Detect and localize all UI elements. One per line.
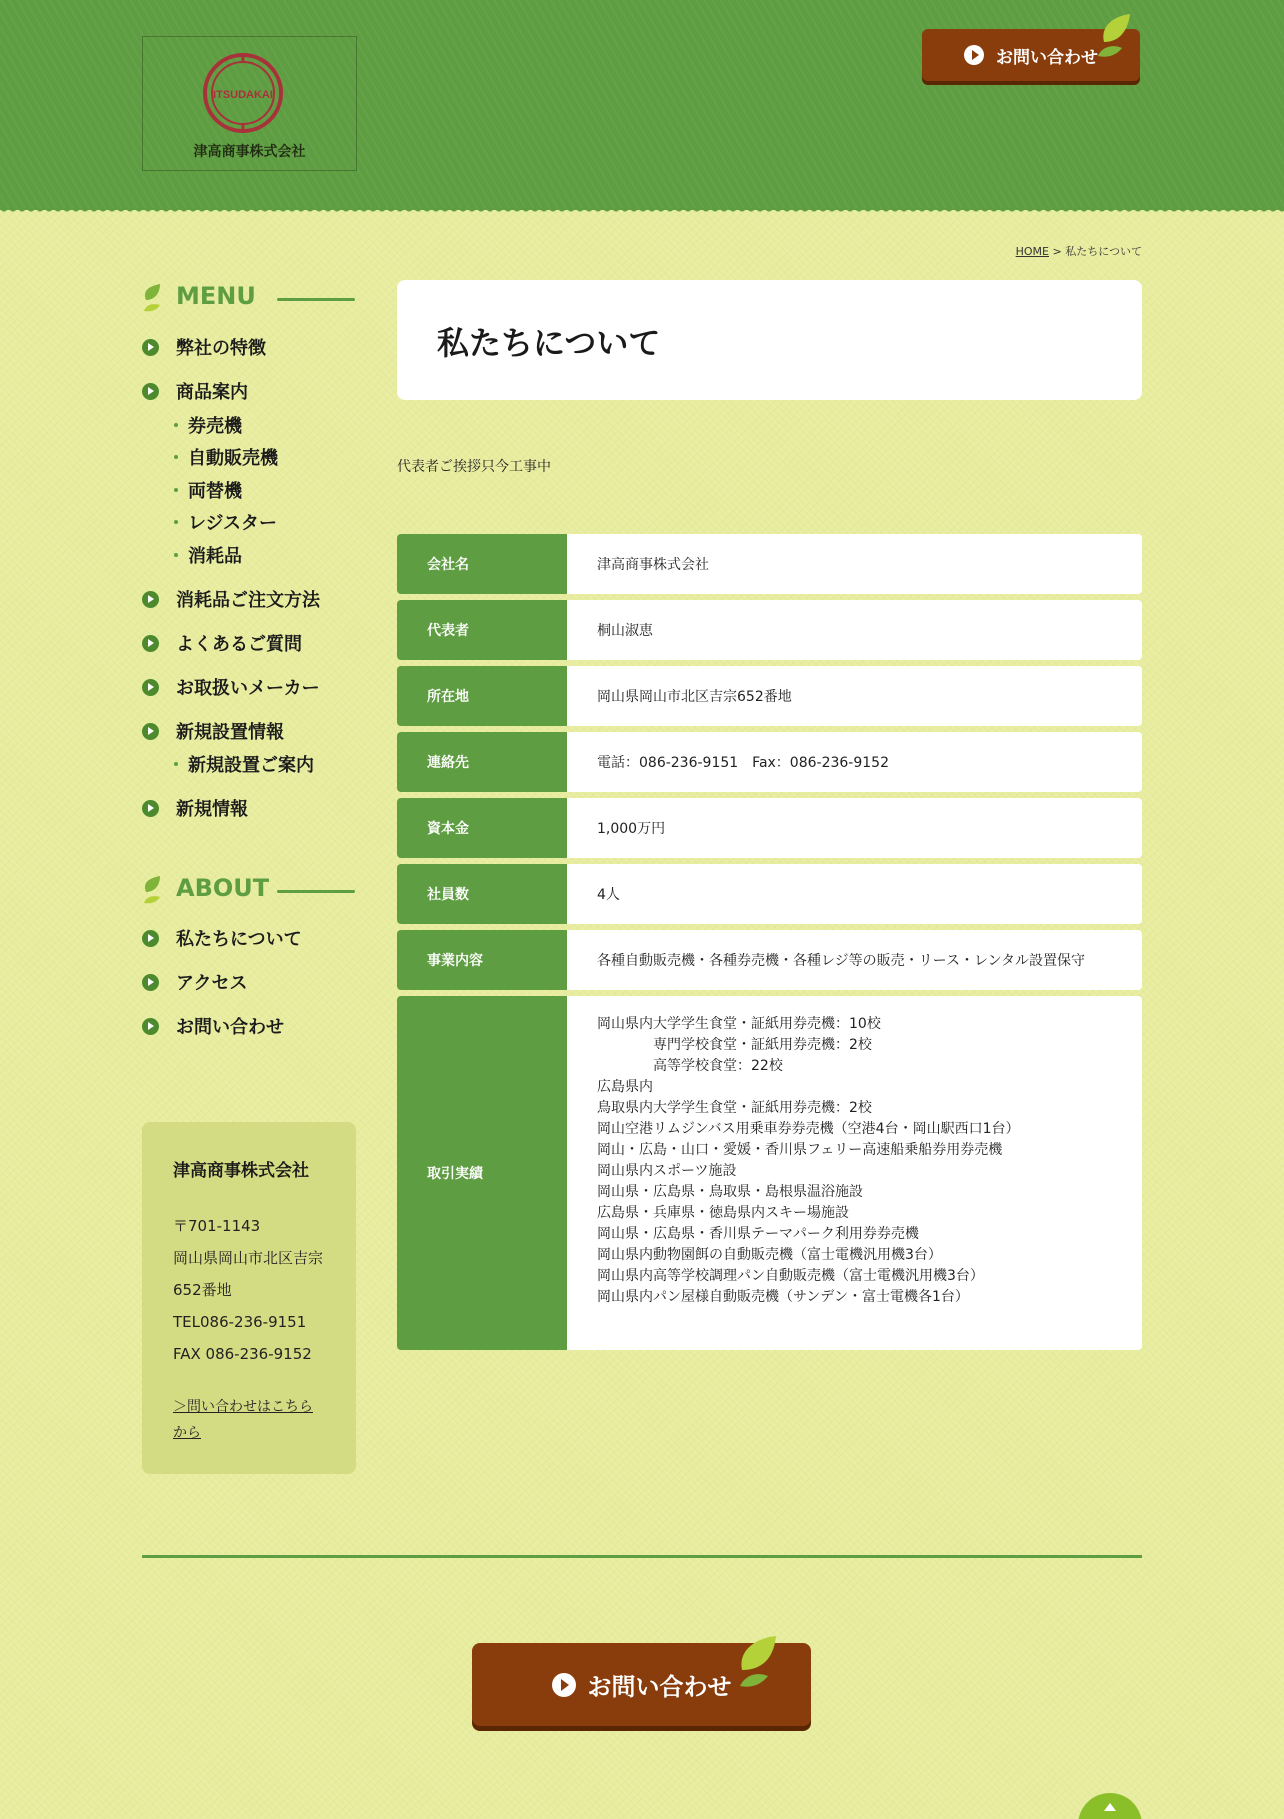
site-logo[interactable] bbox=[142, 36, 357, 171]
play-circle-icon bbox=[142, 679, 159, 696]
intro-text: 代表者ご挨拶只今工事中 bbox=[397, 459, 551, 475]
row-value: 電話：086‐236‐9151 Fax：086‐236‐9152 bbox=[567, 732, 1142, 792]
info-fax: FAX 086-236‐9152 bbox=[173, 1345, 312, 1363]
table-row bbox=[397, 600, 1142, 660]
page-title-card bbox=[397, 280, 1142, 400]
dot-icon bbox=[174, 423, 178, 427]
breadcrumb-current: 私たちについて bbox=[1065, 245, 1142, 258]
breadcrumb bbox=[1000, 243, 1142, 259]
dot-icon bbox=[174, 520, 178, 524]
logo-company-name: 津高商事株式会社 bbox=[193, 144, 306, 160]
row-label: 代表者 bbox=[397, 600, 567, 660]
table-row bbox=[397, 798, 1142, 858]
play-circle-icon bbox=[142, 723, 159, 740]
page-top-button[interactable] bbox=[1078, 1793, 1142, 1819]
record-item: 岡山県・広島県・鳥取県・島根県温浴施設 bbox=[597, 1184, 863, 1200]
play-circle-icon bbox=[142, 800, 159, 817]
sidebar-item-contact[interactable]: お問い合わせ bbox=[142, 1013, 284, 1039]
record-item: 岡山県内パン屋様自動販売機（サンデン・富士電機各1台） bbox=[597, 1289, 969, 1305]
play-circle-icon bbox=[142, 383, 159, 400]
footer-contact-label: お問い合わせ bbox=[587, 1673, 732, 1701]
breadcrumb-home-link[interactable]: HOME bbox=[1015, 245, 1049, 258]
record-item: 岡山空港リムジンバス用乗車券券売機（空港4台・岡山駅西口1台） bbox=[597, 1121, 1020, 1137]
record-item: 広島県・兵庫県・徳島県内スキー場施設 bbox=[597, 1205, 849, 1221]
row-value: 津高商事株式会社 bbox=[567, 534, 1142, 594]
header-contact-label: お問い合わせ bbox=[996, 47, 1098, 68]
table-row bbox=[397, 930, 1142, 990]
info-contact-link[interactable]: ＞問い合わせはこちらから bbox=[173, 1399, 313, 1441]
leaf-icon bbox=[1096, 12, 1132, 58]
sidebar-item-features[interactable]: 弊社の特徴 bbox=[142, 334, 266, 360]
svg-text:ITSUDAKAI: ITSUDAKAI bbox=[213, 89, 273, 101]
row-value: 桐山淑恵 bbox=[567, 600, 1142, 660]
record-item: 広島県内 bbox=[597, 1079, 653, 1095]
heading-rule bbox=[277, 298, 355, 301]
record-item: 岡山県・広島県・香川県テーマパーク利用券券売機 bbox=[597, 1226, 919, 1242]
company-seal-icon bbox=[201, 51, 285, 135]
leaf-icon bbox=[142, 876, 162, 904]
sidebar-item-access[interactable]: アクセス bbox=[142, 969, 247, 995]
sidebar-item-order-method[interactable]: 消耗品ご注文方法 bbox=[142, 586, 320, 612]
sidebar-item-about-us[interactable]: 私たちについて bbox=[142, 925, 302, 951]
row-label: 連絡先 bbox=[397, 732, 567, 792]
sidebar-subitem-ticket-machine[interactable]: 券売機 bbox=[174, 413, 242, 437]
record-item: 専門学校食堂・証紙用券売機：2校 bbox=[653, 1037, 872, 1053]
play-icon bbox=[552, 1673, 576, 1697]
row-label: 資本金 bbox=[397, 798, 567, 858]
record-item: 高等学校食堂：22校 bbox=[653, 1058, 783, 1074]
sidebar-subitem-consumables[interactable]: 消耗品 bbox=[174, 543, 242, 567]
play-circle-icon bbox=[142, 591, 159, 608]
record-item: 岡山県内大学学生食堂・証紙用券売機：10校 bbox=[597, 1016, 881, 1032]
info-company-name: 津高商事株式会社 bbox=[173, 1161, 309, 1181]
record-item: 鳥取県内大学学生食堂・証紙用券売機：2校 bbox=[597, 1100, 872, 1116]
info-tel: TEL086-236-9151 bbox=[173, 1313, 307, 1331]
row-label: 取引実績 bbox=[397, 996, 567, 1350]
play-circle-icon bbox=[142, 930, 159, 947]
row-label: 社員数 bbox=[397, 864, 567, 924]
record-item: 岡山県内高等学校調理パン自動販売機（富士電機汎用機3台） bbox=[597, 1268, 984, 1284]
sidebar-item-products[interactable]: 商品案内 bbox=[142, 378, 248, 404]
play-icon bbox=[964, 45, 984, 65]
record-item: 岡山・広島・山口・愛媛・香川県フェリー高速船乗船券用券売機 bbox=[597, 1142, 1003, 1158]
row-value: 1,000万円 bbox=[567, 798, 1142, 858]
row-value: 各種自動販売機・各種券売機・各種レジ等の販売・リース・レンタル設置保守 bbox=[567, 930, 1142, 990]
table-row bbox=[397, 732, 1142, 792]
dot-icon bbox=[174, 455, 178, 459]
sidebar-item-faq[interactable]: よくあるご質問 bbox=[142, 630, 302, 656]
company-info-box bbox=[142, 1122, 356, 1474]
dot-icon bbox=[174, 553, 178, 557]
row-label: 会社名 bbox=[397, 534, 567, 594]
sidebar-about-heading: ABOUT bbox=[142, 872, 355, 908]
table-row bbox=[397, 666, 1142, 726]
sidebar-item-news[interactable]: 新規情報 bbox=[142, 795, 248, 821]
breadcrumb-separator: > bbox=[1052, 245, 1062, 258]
records-list bbox=[567, 996, 1142, 1350]
site-header bbox=[0, 0, 1284, 210]
row-label: 所在地 bbox=[397, 666, 567, 726]
record-item: 岡山県内動物園餌の自動販売機（富士電機汎用機3台） bbox=[597, 1247, 942, 1263]
info-address: 岡山県岡山市北区吉宗652番地 bbox=[173, 1249, 324, 1299]
play-circle-icon bbox=[142, 1018, 159, 1035]
sidebar-menu-heading: MENU bbox=[142, 280, 355, 316]
table-row bbox=[397, 864, 1142, 924]
row-value: 岡山県岡山市北区吉宗652番地 bbox=[567, 666, 1142, 726]
sidebar-item-new-install[interactable]: 新規設置情報 bbox=[142, 718, 284, 744]
play-circle-icon bbox=[142, 635, 159, 652]
page-title: 私たちについて bbox=[437, 324, 661, 362]
leaf-icon bbox=[142, 284, 162, 312]
heading-rule bbox=[277, 890, 355, 893]
sidebar-subitem-change-machine[interactable]: 両替機 bbox=[174, 478, 242, 502]
sidebar-subitem-register[interactable]: レジスター bbox=[174, 510, 277, 534]
table-row-records bbox=[397, 996, 1142, 1350]
sidebar-subitem-vending-machine[interactable]: 自動販売機 bbox=[174, 445, 278, 469]
record-item: 岡山県内スポーツ施設 bbox=[597, 1163, 737, 1179]
play-circle-icon bbox=[142, 974, 159, 991]
row-label: 事業内容 bbox=[397, 930, 567, 990]
footer-divider bbox=[142, 1555, 1142, 1558]
play-circle-icon bbox=[142, 339, 159, 356]
sidebar-item-makers[interactable]: お取扱いメーカー bbox=[142, 674, 320, 700]
dot-icon bbox=[174, 488, 178, 492]
sidebar-subitem-install-guide[interactable]: 新規設置ご案内 bbox=[174, 752, 314, 776]
dot-icon bbox=[174, 762, 178, 766]
leaf-icon bbox=[736, 1634, 778, 1688]
info-postal: 〒701-1143 bbox=[173, 1217, 261, 1235]
row-value: 4人 bbox=[567, 864, 1142, 924]
table-row bbox=[397, 534, 1142, 594]
